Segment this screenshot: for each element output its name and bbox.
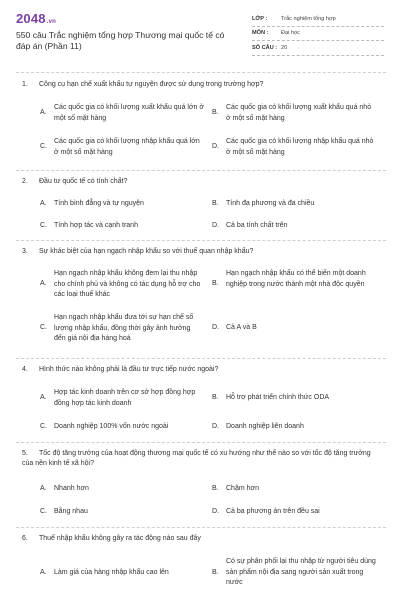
question-text: Đầu tư quốc tế có tính chất? xyxy=(39,178,128,185)
option-d[interactable] xyxy=(212,507,376,518)
info-label: MÔN : xyxy=(252,30,269,37)
question-stem xyxy=(22,534,382,544)
logo-main-text: 2048 xyxy=(16,11,46,26)
question-text: Tốc độ tăng trưởng của hoạt động thương mại quốc tế có xu hướng như thế nào so với tốc độ tăng trưởng của nền kinh tế xã hội? xyxy=(22,450,371,467)
divider xyxy=(16,442,386,443)
option-letter: A. xyxy=(40,280,47,287)
option-text: Doanh nghiệp 100% vốn nước ngoài xyxy=(54,423,169,430)
option-text: Hạn ngạch nhập khẩu không đem lại thu nhập cho chính phủ và không có tác dụng hỗ trợ cho các loại thuế khác xyxy=(54,270,201,298)
document-title: 550 câu Trắc nghiệm tổng hợp Thương mại quốc tế có đáp án (Phần 11) xyxy=(16,30,225,51)
option-text: Tính đa phương và đa chiều xyxy=(226,200,315,207)
option-text: Tính bình đẳng và tự nguyện xyxy=(54,200,144,207)
divider xyxy=(16,72,386,73)
option-letter: B. xyxy=(212,394,219,401)
option-a[interactable] xyxy=(40,103,204,124)
option-c[interactable] xyxy=(40,137,204,158)
divider xyxy=(16,527,386,528)
option-text: Hợp tác kinh doanh trên cơ sở hợp đồng hợp đồng hợp tác kinh doanh xyxy=(54,389,196,407)
question-number: 6. xyxy=(22,535,28,542)
option-letter: A. xyxy=(40,485,47,492)
option-d[interactable] xyxy=(212,313,376,334)
option-a[interactable] xyxy=(40,484,204,495)
option-b[interactable] xyxy=(212,393,376,404)
option-letter: B. xyxy=(212,109,219,116)
info-row-count xyxy=(252,41,384,56)
divider xyxy=(16,170,386,171)
option-letter: B. xyxy=(212,485,219,492)
option-letter: A. xyxy=(40,200,47,207)
question-stem xyxy=(22,80,382,90)
option-letter: A. xyxy=(40,569,47,576)
info-value: Trắc nghiệm tổng hợp xyxy=(281,15,336,22)
option-letter: D. xyxy=(212,143,219,150)
info-label: LỚP : xyxy=(252,15,268,22)
info-value: 20 xyxy=(281,44,288,51)
option-text: Cả A và B xyxy=(226,324,257,331)
option-text: Chậm hơn xyxy=(226,485,259,492)
option-text: Nhanh hơn xyxy=(54,485,89,492)
option-text: Cả ba phương án trên đều sai xyxy=(226,508,320,515)
question-text: Sự khác biệt của hạn ngạch nhập khẩu so với thuế quan nhập khẩu? xyxy=(39,248,254,255)
info-row-subject xyxy=(252,27,384,42)
option-text: Tính hợp tác và cạnh tranh xyxy=(54,222,138,229)
option-a[interactable] xyxy=(40,269,204,301)
option-d[interactable] xyxy=(212,422,376,433)
option-letter: C. xyxy=(40,324,47,331)
option-c[interactable] xyxy=(40,221,204,232)
option-text: Doanh nghiệp liên doanh xyxy=(226,423,304,430)
option-c[interactable] xyxy=(40,507,204,518)
option-text: Hạn ngạch nhập khẩu đưa tới sự hạn chế số lượng nhập khẩu, đồng thời gây ảnh hưởng đến giá nội địa hàng hoá xyxy=(54,314,194,342)
option-text: Các quốc gia có khối lượng nhập khẩu quá lớn ở một số mặt hàng xyxy=(54,138,200,156)
question-number: 1. xyxy=(22,81,28,88)
option-letter: D. xyxy=(212,508,219,515)
option-letter: A. xyxy=(40,109,47,116)
info-label: SỐ CÂU : xyxy=(252,44,278,51)
option-a[interactable] xyxy=(40,199,204,210)
option-b[interactable] xyxy=(212,557,376,589)
option-text: Các quốc gia có khối lượng nhập khẩu quá nhỏ ở một số mặt hàng xyxy=(226,138,374,156)
option-letter: B. xyxy=(212,569,219,576)
option-text: Các quốc gia có khối lượng xuất khẩu quá nhỏ ở một số mặt hàng xyxy=(226,104,372,122)
question-stem xyxy=(22,365,382,375)
option-letter: D. xyxy=(212,324,219,331)
question-stem xyxy=(22,247,382,257)
divider xyxy=(16,358,386,359)
question-text: Công cụ hạn chế xuất khẩu tự nguyện được sử dụng trong trường hợp? xyxy=(39,81,264,88)
option-letter: C. xyxy=(40,143,47,150)
question-number: 5. xyxy=(22,450,28,457)
question-text: Hình thức nào không phải là đầu tư trực tiếp nước ngoài? xyxy=(39,366,219,373)
option-b[interactable] xyxy=(212,199,376,210)
option-text: Bằng nhau xyxy=(54,508,88,515)
option-d[interactable] xyxy=(212,137,376,158)
option-letter: B. xyxy=(212,280,219,287)
option-letter: C. xyxy=(40,222,47,229)
option-text: Hỗ trợ phát triển chính thức ODA xyxy=(226,394,330,401)
question-number: 4. xyxy=(22,366,28,373)
option-text: Các quốc gia có khối lượng xuất khẩu quá lớn ở một số mặt hàng xyxy=(54,104,204,122)
option-letter: B. xyxy=(212,200,219,207)
option-c[interactable] xyxy=(40,422,204,433)
option-letter: A. xyxy=(40,394,47,401)
divider xyxy=(16,240,386,241)
option-b[interactable] xyxy=(212,103,376,124)
question-number: 2. xyxy=(22,178,28,185)
question-text: Thuế nhập khẩu không gây ra tác động nào sau đây xyxy=(39,535,201,542)
document-header xyxy=(0,0,400,60)
question-stem xyxy=(22,177,382,187)
option-a[interactable] xyxy=(40,568,204,579)
option-a[interactable] xyxy=(40,388,204,409)
info-value: Đại học xyxy=(281,30,300,37)
option-d[interactable] xyxy=(212,221,376,232)
site-logo[interactable] xyxy=(16,11,56,26)
option-c[interactable] xyxy=(40,313,204,345)
info-row-class xyxy=(252,12,384,27)
document-info-box xyxy=(252,12,384,56)
option-text: Có sự phân phối lại thu nhập từ người tiêu dùng sản phẩm nội địa sang người sản xuất trong nước xyxy=(226,558,376,586)
option-letter: C. xyxy=(40,508,47,515)
option-b[interactable] xyxy=(212,484,376,495)
option-b[interactable] xyxy=(212,269,376,290)
option-text: Hạn ngạch nhập khẩu có thể biến một doanh nghiệp trong nước thành một nhà độc quyền xyxy=(226,270,366,288)
option-letter: C. xyxy=(40,423,47,430)
option-letter: D. xyxy=(212,222,219,229)
question-number: 3. xyxy=(22,248,28,255)
option-text: Cả ba tính chất trên xyxy=(226,222,288,229)
option-letter: D. xyxy=(212,423,219,430)
logo-sub-text: .vn xyxy=(46,19,57,25)
question-stem xyxy=(22,449,372,469)
option-text: Làm giá của hàng nhập khẩu cao lên xyxy=(54,569,169,576)
